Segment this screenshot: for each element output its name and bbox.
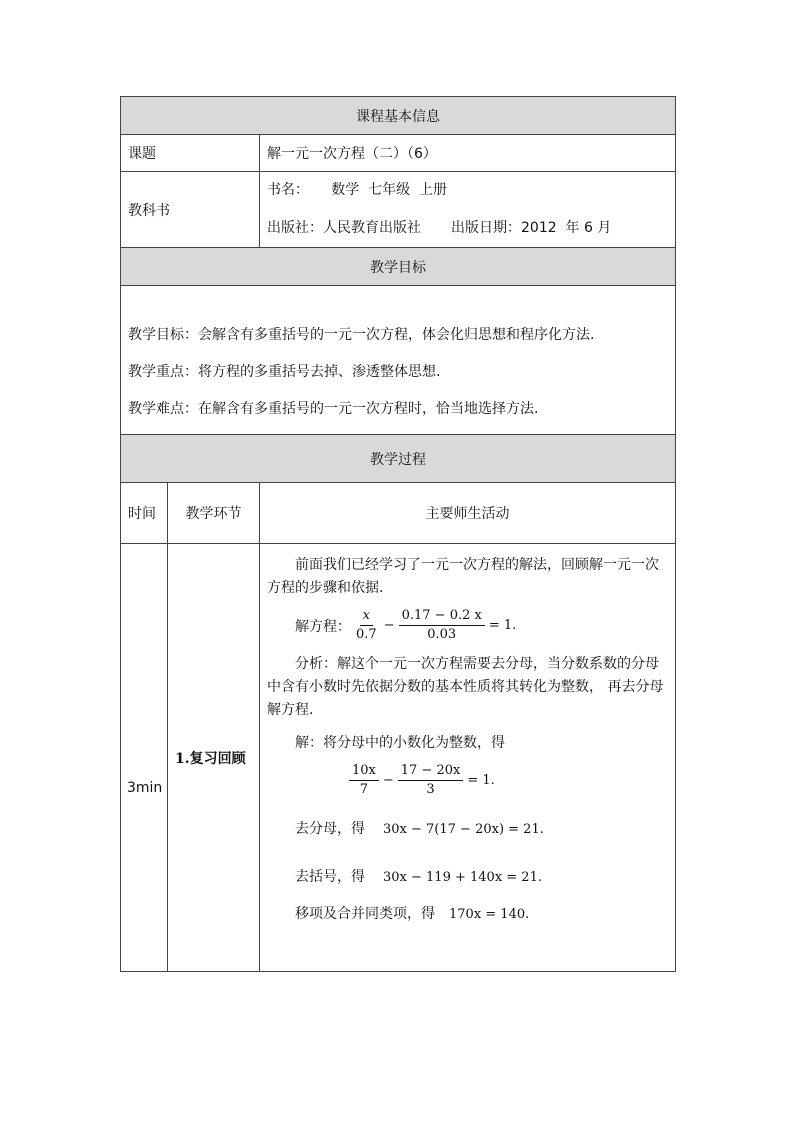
section-header-goals bbox=[121, 248, 676, 286]
analysis-text: 分析：解这个一元一次方程需要去分母，当分数系数的分母中含有小数时先依据分数的基本性质将其转化为整数， 再去分母解方程. bbox=[267, 656, 664, 718]
section-header-text: 教学目标 bbox=[370, 259, 426, 276]
fraction-2 bbox=[399, 608, 485, 643]
denominator: 0.7 bbox=[356, 627, 377, 642]
activity-cell bbox=[260, 544, 676, 972]
step-combine-terms bbox=[267, 903, 669, 926]
denominator: 7 bbox=[359, 782, 369, 797]
fraction-1 bbox=[349, 763, 379, 798]
teaching-difficulty: 教学难点：在解含有多重括号的一元一次方程时，恰当地选择方法. bbox=[128, 401, 539, 417]
section-header-text: 课程基本信息 bbox=[356, 108, 440, 125]
lesson-plan-document bbox=[120, 96, 675, 972]
teaching-objective: 教学目标：会解含有多重括号的一元一次方程，体会化归思想和程序化方法. bbox=[128, 327, 595, 343]
section-header-basic-info bbox=[121, 97, 676, 135]
step-label: 移项及合并同类项，得 bbox=[295, 906, 435, 922]
fraction-2 bbox=[398, 763, 464, 798]
denominator: 0.03 bbox=[427, 627, 457, 642]
minus-operator: − bbox=[382, 773, 394, 788]
topic-value: 解一元一次方程（二）（6） bbox=[260, 135, 676, 172]
textbook-label: 教科书 bbox=[121, 172, 260, 248]
numerator: x bbox=[360, 608, 373, 626]
numerator: 0.17 − 0.2 x bbox=[399, 608, 485, 626]
teaching-key-point: 教学重点：将方程的多重括号去掉、渗透整体思想. bbox=[128, 364, 441, 380]
numerator: 17 − 20x bbox=[398, 763, 464, 781]
minus-operator: − bbox=[383, 618, 395, 633]
step-remove-denominator bbox=[267, 818, 669, 841]
equals-rhs: = 1. bbox=[467, 773, 495, 788]
fraction-1 bbox=[353, 608, 380, 643]
problem-equation bbox=[267, 608, 669, 643]
denominator: 3 bbox=[426, 782, 435, 797]
stage-cell: 1.复习回顾 bbox=[168, 544, 260, 972]
step-label: 去分母，得 bbox=[295, 821, 365, 837]
goals-content bbox=[121, 286, 676, 435]
solution-intro: 解：将分母中的小数化为整数，得 bbox=[295, 735, 505, 751]
publisher: 出版社：人民教育出版社 bbox=[267, 220, 421, 236]
step-equation: 30x − 7(17 − 20x) = 21. bbox=[383, 822, 544, 837]
intro-text: 前面我们已经学习了一元一次方程的解法，回顾解一元一次方程的步骤和依据. bbox=[267, 557, 659, 596]
step-label: 去括号，得 bbox=[295, 869, 365, 885]
col-header-time: 时间 bbox=[121, 483, 168, 544]
numerator: 10x bbox=[349, 763, 379, 781]
step-equation: 170x = 140. bbox=[449, 907, 530, 922]
section-header-process bbox=[121, 435, 676, 483]
publisher-line bbox=[267, 219, 675, 238]
col-header-stage: 教学环节 bbox=[168, 483, 260, 544]
step-remove-brackets bbox=[267, 866, 669, 889]
time-cell: 3min bbox=[121, 544, 168, 972]
lesson-plan-table bbox=[120, 96, 676, 972]
equals-rhs: = 1. bbox=[488, 618, 517, 633]
problem-label: 解方程： bbox=[295, 618, 351, 635]
converted-equation bbox=[267, 763, 669, 798]
topic-label: 课题 bbox=[121, 135, 260, 172]
col-header-activity: 主要师生活动 bbox=[260, 483, 676, 544]
book-name: 书名： 数学 七年级 上册 bbox=[267, 182, 448, 198]
section-header-text: 教学过程 bbox=[370, 451, 426, 468]
step-equation: 30x − 119 + 140x = 21. bbox=[383, 870, 542, 885]
textbook-details bbox=[260, 172, 676, 248]
publish-date: 出版日期：2012 年 6 月 bbox=[451, 220, 612, 236]
